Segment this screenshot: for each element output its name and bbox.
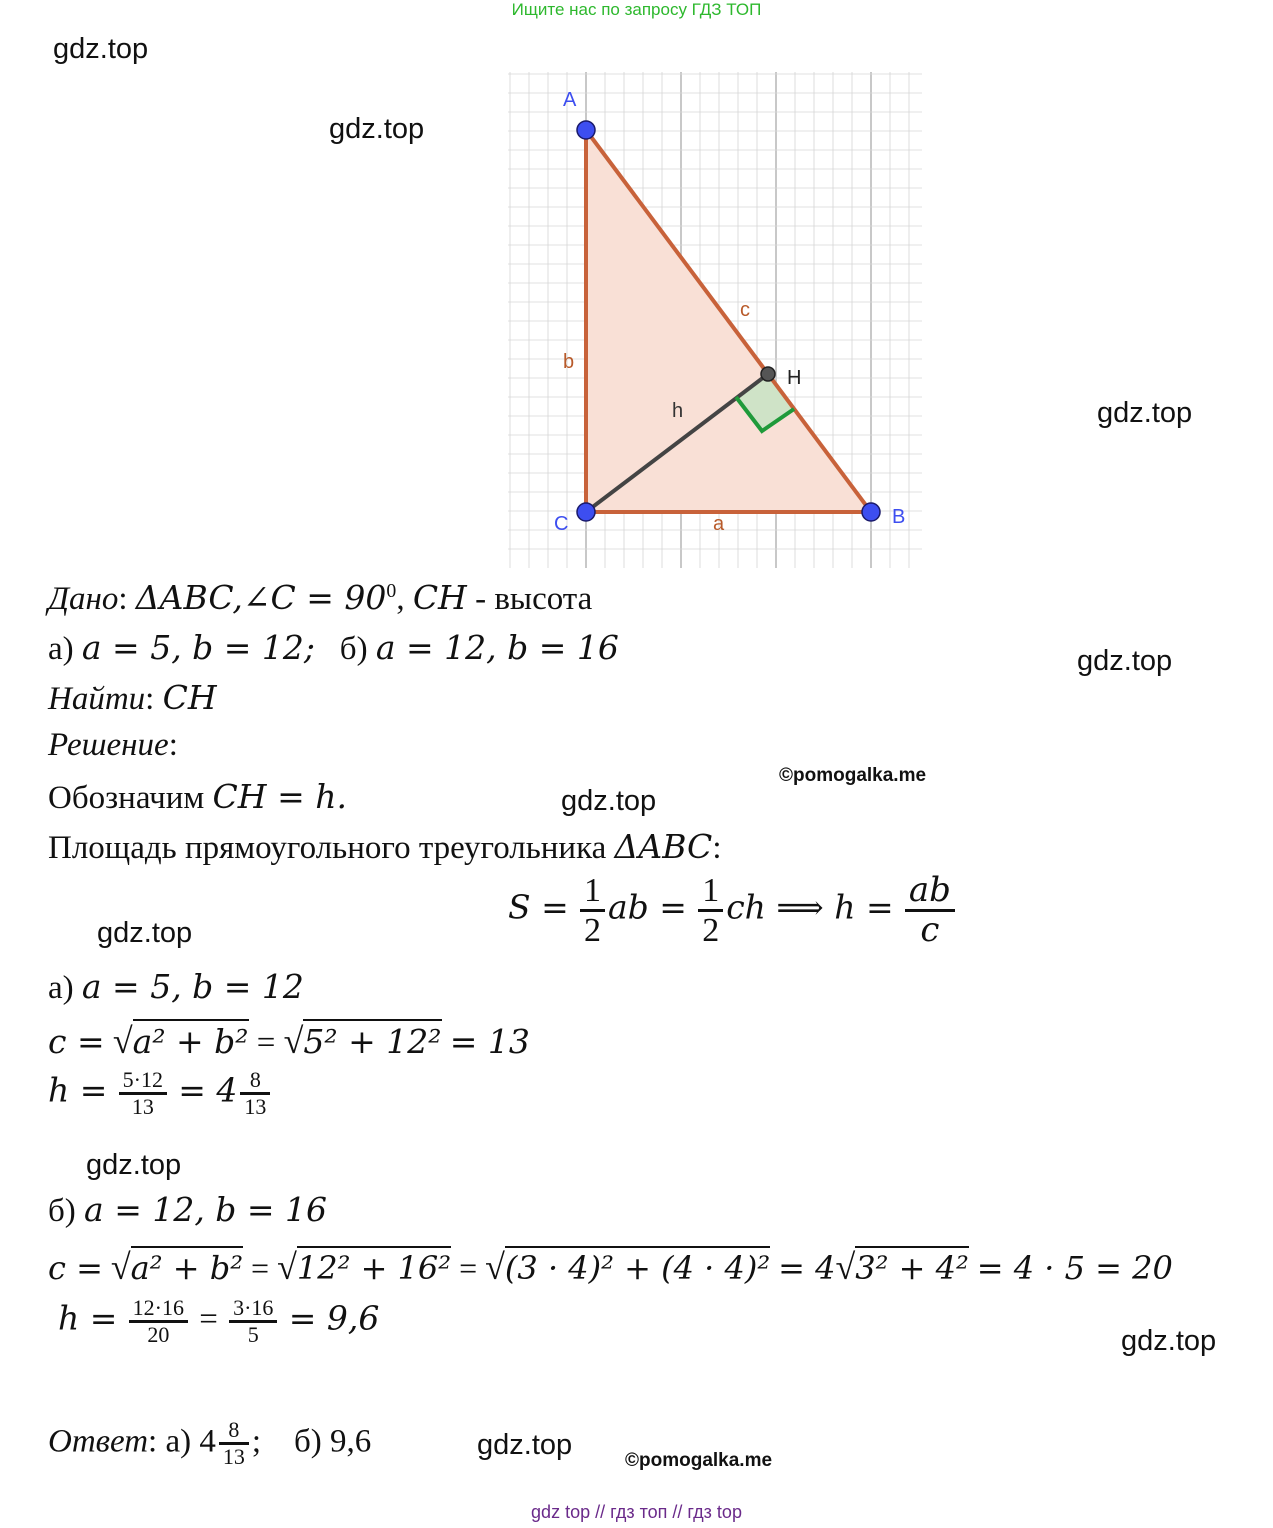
label-altitude-h: h	[672, 400, 684, 422]
part-a-prefix: а)	[48, 970, 74, 1006]
given-label: Дано	[48, 581, 119, 617]
h-eq: h =	[48, 1070, 108, 1110]
answer-a: а) 4	[165, 1423, 216, 1460]
part-a-c-line: c = √a² + b² = √5² + 12² = 13	[48, 1021, 530, 1061]
cases-line	[48, 628, 619, 668]
part-a-values: a = 5, b = 12	[81, 967, 304, 1006]
sqrt-values: 5² + 12²	[303, 1019, 441, 1061]
fraction-h1	[129, 1296, 188, 1347]
fraction-h	[119, 1068, 167, 1119]
answer-b: б) 9,6	[294, 1423, 372, 1460]
sqrt-a2-b2: a² + b²	[131, 1246, 243, 1287]
fraction-ab-c	[905, 872, 955, 950]
c-mid: = 4	[778, 1249, 836, 1287]
given-ch: CH	[412, 578, 467, 617]
denote-text: Обозначим	[48, 780, 205, 816]
c-result: = 4 · 5 = 20	[976, 1249, 1173, 1287]
denote-math: CH = h.	[212, 777, 347, 816]
fraction-result	[240, 1068, 270, 1119]
copyright: ©pomogalka.me	[779, 765, 927, 786]
frac-num: 3·16	[229, 1296, 277, 1323]
find-label: Найти	[48, 681, 146, 717]
fraction-answer	[219, 1418, 249, 1469]
frac-den: 2	[702, 912, 720, 950]
case-b-prefix: б)	[339, 631, 368, 667]
point-a	[577, 121, 595, 139]
answer-line: Ответ: а) 4 $\frac{8}{13}$ ; б) 9,6	[48, 1417, 372, 1470]
part-a-given	[48, 967, 304, 1007]
label-h-point: H	[787, 367, 802, 389]
sqrt-factored: (3 · 4)² + (4 · 4)²	[505, 1246, 770, 1287]
case-b-math: a = 12, b = 16	[375, 628, 619, 667]
frac-num: 12·16	[129, 1296, 188, 1323]
frac-num: 8	[219, 1418, 249, 1445]
frac-den: 13	[244, 1094, 267, 1120]
given-rest: - высота	[466, 581, 593, 617]
label-side-b: b	[563, 351, 575, 373]
solution-label: Решение	[48, 727, 169, 763]
point-h	[761, 367, 775, 381]
frac-den: 2	[584, 912, 601, 950]
area-line: Площадь прямоугольного треугольника ΔABC:	[48, 827, 722, 866]
part-b-values: a = 12, b = 16	[84, 1190, 328, 1229]
given-math: ΔABC,∠C = 90	[135, 578, 387, 617]
watermark: gdz.top	[86, 1149, 182, 1181]
part-b-c-line: c = √a² + b² = √12² + 16² = √(3 · 4)² + (4 · 4)² = 4√3² + 4² = 4 · 5 = 20	[48, 1247, 1173, 1287]
eq: =	[256, 1025, 276, 1061]
label-a-vertex: A	[563, 89, 577, 111]
given-line: Дано: ΔABC,∠C = $90^0$, CH - высота	[48, 578, 593, 617]
watermark: gdz.top	[1077, 645, 1173, 677]
footer-links[interactable]: gdz top // гдз топ // гдз top	[531, 1502, 742, 1522]
copyright: ©pomogalka.me	[625, 1450, 773, 1471]
watermark: gdz.top	[1121, 1325, 1217, 1357]
frac-num: ab	[905, 872, 955, 912]
watermark: gdz.top	[561, 785, 657, 817]
frac-num: 5·12	[119, 1068, 167, 1095]
point-c	[577, 503, 595, 521]
watermark: gdz.top	[1097, 397, 1193, 429]
watermark: gdz.top	[329, 113, 425, 145]
formula-ab: ab =	[608, 887, 687, 927]
watermark: gdz.top	[53, 33, 149, 65]
part-a-h-line	[48, 1068, 273, 1119]
h-eq-result: = 4	[178, 1070, 238, 1110]
formula-ch: ch ⟹ h =	[726, 887, 894, 927]
h-result: = 9,6	[288, 1298, 380, 1338]
label-c-vertex: C	[554, 513, 569, 535]
watermark: gdz.top	[477, 1429, 573, 1461]
part-b-h-line: h = $\frac{12\cdot 16}{20}$ = $\frac{3\cdot 16}{5}$ = 9,6	[58, 1295, 380, 1348]
area-math: ΔABC	[614, 827, 713, 866]
area-text: Площадь прямоугольного треугольника	[48, 830, 607, 866]
c-eq: c =	[48, 1022, 105, 1061]
fraction-half	[580, 872, 605, 950]
denote-line	[48, 777, 347, 817]
label-side-a: a	[713, 513, 725, 535]
frac-num: 8	[240, 1068, 270, 1095]
frac-den: 13	[131, 1094, 154, 1120]
sqrt-simple: 3² + 4²	[855, 1246, 969, 1287]
frac-den: 13	[222, 1444, 245, 1470]
fraction-h2	[229, 1296, 277, 1347]
c-eq: c =	[48, 1249, 103, 1287]
search-banner[interactable]: Ищите нас по запросу ГДЗ ТОП	[511, 0, 762, 19]
point-b	[862, 503, 880, 521]
given-exp: 0	[386, 580, 397, 602]
case-a-prefix: а)	[48, 631, 74, 667]
area-formula	[508, 872, 958, 950]
find-math: CH	[162, 678, 217, 717]
solution-line: Решение:	[48, 727, 178, 763]
sqrt-values: 12² + 16²	[297, 1246, 451, 1287]
find-line: Найти: CH	[48, 678, 217, 717]
label-side-c: c	[740, 299, 750, 321]
part-b-given	[48, 1190, 327, 1230]
label-b-vertex: B	[892, 506, 906, 528]
sqrt-a2-b2: a² + b²	[133, 1019, 249, 1061]
answer-semicolon: ;	[251, 1423, 262, 1460]
triangle-figure	[508, 72, 922, 568]
formula-s: S =	[508, 887, 569, 927]
fraction-half	[698, 872, 723, 950]
h-eq: h =	[58, 1298, 118, 1338]
frac-num: 1	[698, 872, 723, 912]
c-result: = 13	[449, 1022, 530, 1061]
frac-den: c	[920, 910, 940, 951]
watermark: gdz.top	[97, 917, 193, 949]
frac-den: 20	[147, 1322, 170, 1348]
answer-label: Ответ	[48, 1423, 149, 1460]
frac-den: 5	[247, 1322, 259, 1348]
part-b-prefix: б)	[48, 1193, 76, 1229]
case-a-math: a = 5, b = 12;	[81, 628, 316, 667]
frac-num: 1	[580, 872, 605, 912]
